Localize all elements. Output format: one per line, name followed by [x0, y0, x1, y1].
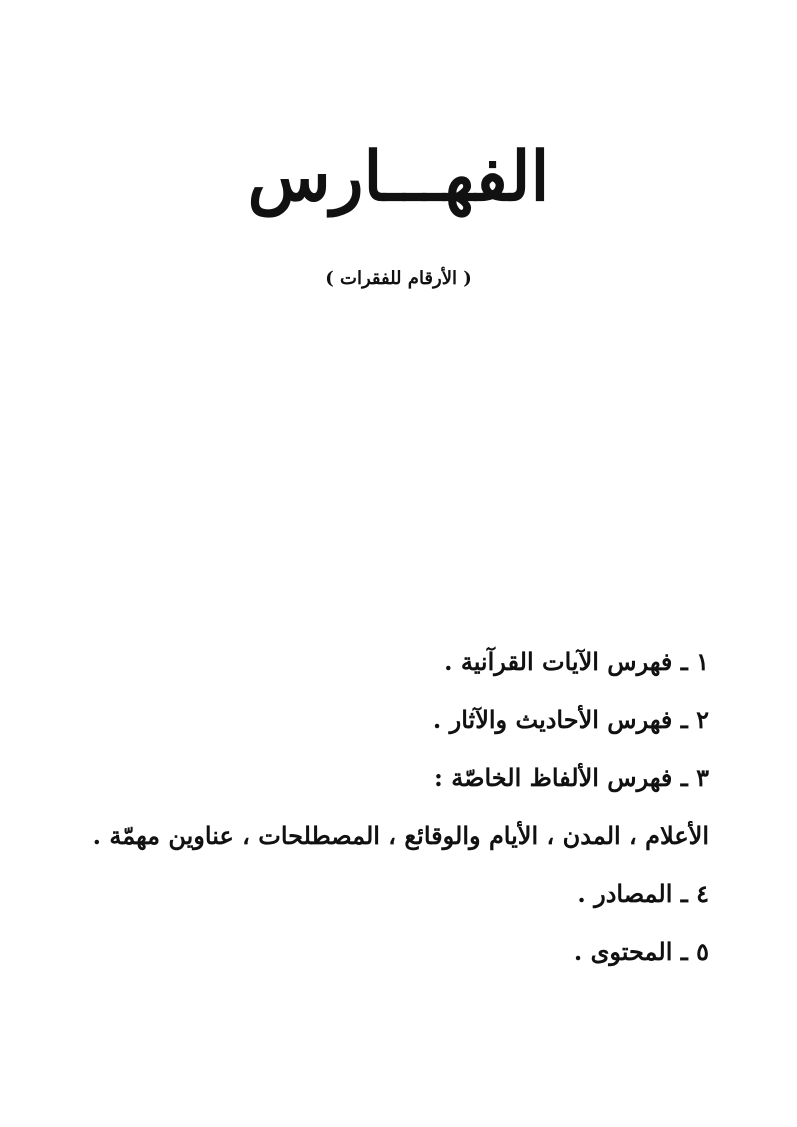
index-item-hadith: ٢ ـ فهرس الأحاديث والآثار . [432, 705, 709, 734]
index-item-special-terms-details: الأعلام ، المدن ، الأيام والوقائع ، المصطلحات ، عناوين مهمّة . [92, 821, 709, 850]
page-subtitle: ( الأرقام للفقرات ) [325, 268, 472, 289]
index-item-quran: ١ ـ فهرس الآيات القرآنية . [444, 647, 709, 676]
index-list [60, 642, 709, 990]
index-item-sources: ٤ ـ المصادر . [577, 879, 709, 908]
index-item-contents: ٥ ـ المحتوى . [573, 937, 709, 966]
page-title: الفهـــارس [247, 137, 550, 217]
index-item-special-terms: ٣ ـ فهرس الألفاظ الخاصّة : [434, 763, 709, 792]
